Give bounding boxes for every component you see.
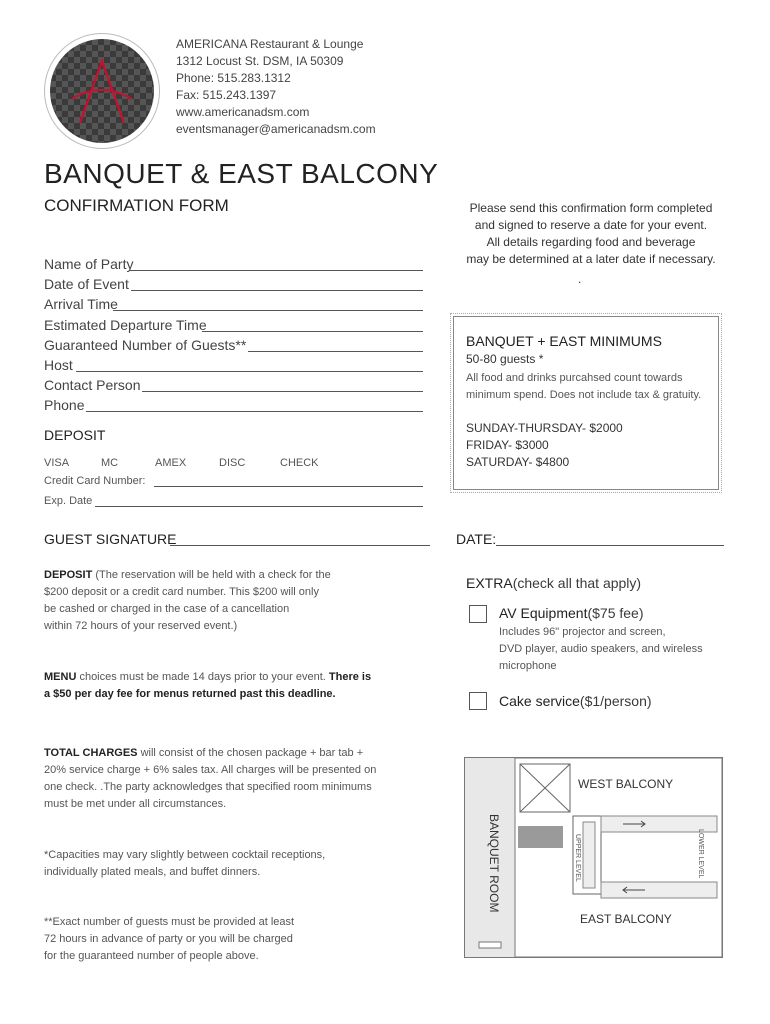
para-line: $200 deposit or a credit card number. This $200 will only — [44, 586, 319, 598]
para-line-bold: a $50 per day fee for menus returned past this deadline. — [44, 688, 336, 700]
capacity-note — [44, 847, 404, 881]
restaurant-name: AMERICANA Restaurant & Lounge — [176, 37, 364, 51]
para-line: (The reservation will be held with a check for the — [92, 569, 331, 581]
para-line: within 72 hours of your reserved event.) — [44, 620, 238, 632]
para-line: 20% service charge + 6% sales tax. All charges will be presented on — [44, 764, 377, 776]
exp-date-field[interactable] — [95, 506, 423, 507]
notice-dot: . — [578, 272, 582, 286]
minimums-note-line: minimum spend. Does not include tax & gratuity. — [466, 389, 702, 401]
para-line: choices must be made 14 days prior to your event. — [76, 671, 326, 683]
exp-date-label: Exp. Date — [44, 495, 93, 507]
card-amex[interactable]: AMEX — [155, 457, 187, 469]
price-friday: FRIDAY- $3000 — [466, 438, 549, 452]
website-link[interactable]: www.americanadsm.com — [176, 105, 310, 119]
price-sun-thu: SUNDAY-THURSDAY- $2000 — [466, 421, 623, 435]
date-label: DATE: — [456, 531, 497, 547]
desc-line: microphone — [499, 660, 557, 672]
logo-a-icon — [50, 39, 154, 143]
notice-line: may be determined at a later date if necessary. — [466, 252, 716, 266]
para-line: be cashed or charged in the case of a cancellation — [44, 603, 290, 615]
host-label: Host — [44, 357, 73, 373]
floor-plan-map — [464, 757, 723, 958]
cake-service-name: Cake service — [499, 693, 580, 709]
para-line-bold: There is — [325, 671, 372, 683]
desc-line: DVD player, audio speakers, and wireless — [499, 643, 703, 655]
card-number-field[interactable] — [154, 486, 423, 487]
av-equipment-price: ($75 fee) — [587, 605, 644, 621]
guaranteed-guests-field[interactable] — [248, 351, 423, 352]
lower-level-label: LOWER LEVEL — [697, 829, 704, 879]
desc-line: Includes 96" projector and screen, — [499, 626, 666, 638]
address: 1312 Locust St. DSM, IA 50309 — [176, 54, 344, 68]
phone-field[interactable] — [86, 411, 423, 412]
total-para-head: TOTAL CHARGES — [44, 747, 138, 759]
av-equipment-label — [499, 605, 644, 621]
host-field[interactable] — [76, 371, 423, 372]
form-title: BANQUET & EAST BALCONY — [44, 158, 439, 189]
submission-notice — [446, 200, 736, 268]
date-field[interactable] — [496, 545, 724, 546]
deposit-heading: DEPOSIT — [44, 427, 106, 443]
minimums-guests: 50-80 guests * — [466, 352, 544, 366]
restaurant-logo — [44, 33, 160, 149]
minimums-note — [466, 370, 701, 404]
av-equipment-checkbox[interactable] — [469, 605, 487, 623]
date-of-event-field[interactable] — [131, 290, 423, 291]
card-check[interactable]: CHECK — [280, 457, 319, 469]
contact-person-field[interactable] — [142, 391, 423, 392]
menu-paragraph — [44, 669, 404, 703]
contact-person-label: Contact Person — [44, 377, 141, 393]
notice-line: Please send this confirmation form completed — [469, 201, 713, 215]
para-line: **Exact number of guests must be provided at least — [44, 916, 295, 928]
departure-time-field[interactable] — [202, 331, 423, 332]
para-line: will consist of the chosen package + bar tab + — [137, 747, 364, 759]
guest-signature-field[interactable] — [170, 545, 430, 546]
card-disc[interactable]: DISC — [219, 457, 246, 469]
extra-heading-text: EXTRA — [466, 575, 513, 591]
para-line: one check. .The party acknowledges that specified room minimums — [44, 781, 372, 793]
name-of-party-field[interactable] — [130, 270, 423, 271]
total-charges-paragraph — [44, 745, 404, 813]
deposit-paragraph — [44, 567, 404, 635]
contact-info — [176, 36, 376, 138]
phone: Phone: 515.283.1312 — [176, 71, 291, 85]
phone-label: Phone — [44, 397, 85, 413]
west-balcony-label: WEST BALCONY — [578, 777, 674, 791]
av-equipment-name: AV Equipment — [499, 605, 588, 621]
guest-signature-label: GUEST SIGNATURE — [44, 531, 177, 547]
cake-service-price: ($1/person) — [579, 693, 652, 709]
arrival-time-field[interactable] — [113, 310, 423, 311]
av-equipment-desc — [499, 624, 703, 675]
notice-line: All details regarding food and beverage — [486, 235, 696, 249]
departure-time-label: Estimated Departure Time — [44, 317, 207, 333]
cake-service-checkbox[interactable] — [469, 692, 487, 710]
guaranteed-guests-label: Guaranteed Number of Guests** — [44, 337, 247, 353]
para-line: for the guaranteed number of people above. — [44, 950, 259, 962]
deposit-para-head: DEPOSIT — [44, 569, 93, 581]
email-link[interactable]: eventsmanager@americanadsm.com — [176, 122, 376, 136]
date-of-event-label: Date of Event — [44, 276, 129, 292]
east-balcony-label: EAST BALCONY — [580, 912, 672, 926]
upper-level-label: UPPER LEVEL — [574, 834, 581, 882]
card-mc[interactable]: MC — [101, 457, 119, 469]
extra-heading — [466, 575, 641, 591]
para-line: *Capacities may vary slightly between cocktail receptions, — [44, 849, 326, 861]
minimums-heading: BANQUET + EAST MINIMUMS — [466, 333, 662, 349]
card-visa[interactable]: VISA — [44, 457, 70, 469]
card-number-label: Credit Card Number: — [44, 475, 146, 487]
price-saturday: SATURDAY- $4800 — [466, 455, 570, 469]
para-line: 72 hours in advance of party or you will be charged — [44, 933, 293, 945]
notice-line: and signed to reserve a date for your event. — [474, 218, 708, 232]
form-subtitle: CONFIRMATION FORM — [44, 196, 229, 215]
guests-note — [44, 914, 404, 965]
banquet-room-label: BANQUET ROOM — [487, 813, 501, 913]
cake-service-label — [499, 693, 652, 709]
minimums-note-line: All food and drinks purcahsed count towards — [466, 372, 683, 384]
fax: Fax: 515.243.1397 — [176, 88, 277, 102]
minimums-prices — [466, 420, 623, 471]
name-of-party-label: Name of Party — [44, 256, 134, 272]
menu-para-head: MENU — [44, 671, 77, 683]
para-line: must be met under all circumstances. — [44, 798, 227, 810]
arrival-time-label: Arrival Time — [44, 296, 118, 312]
para-line: individually plated meals, and buffet dinners. — [44, 866, 261, 878]
extra-heading-note: (check all that apply) — [512, 575, 642, 591]
